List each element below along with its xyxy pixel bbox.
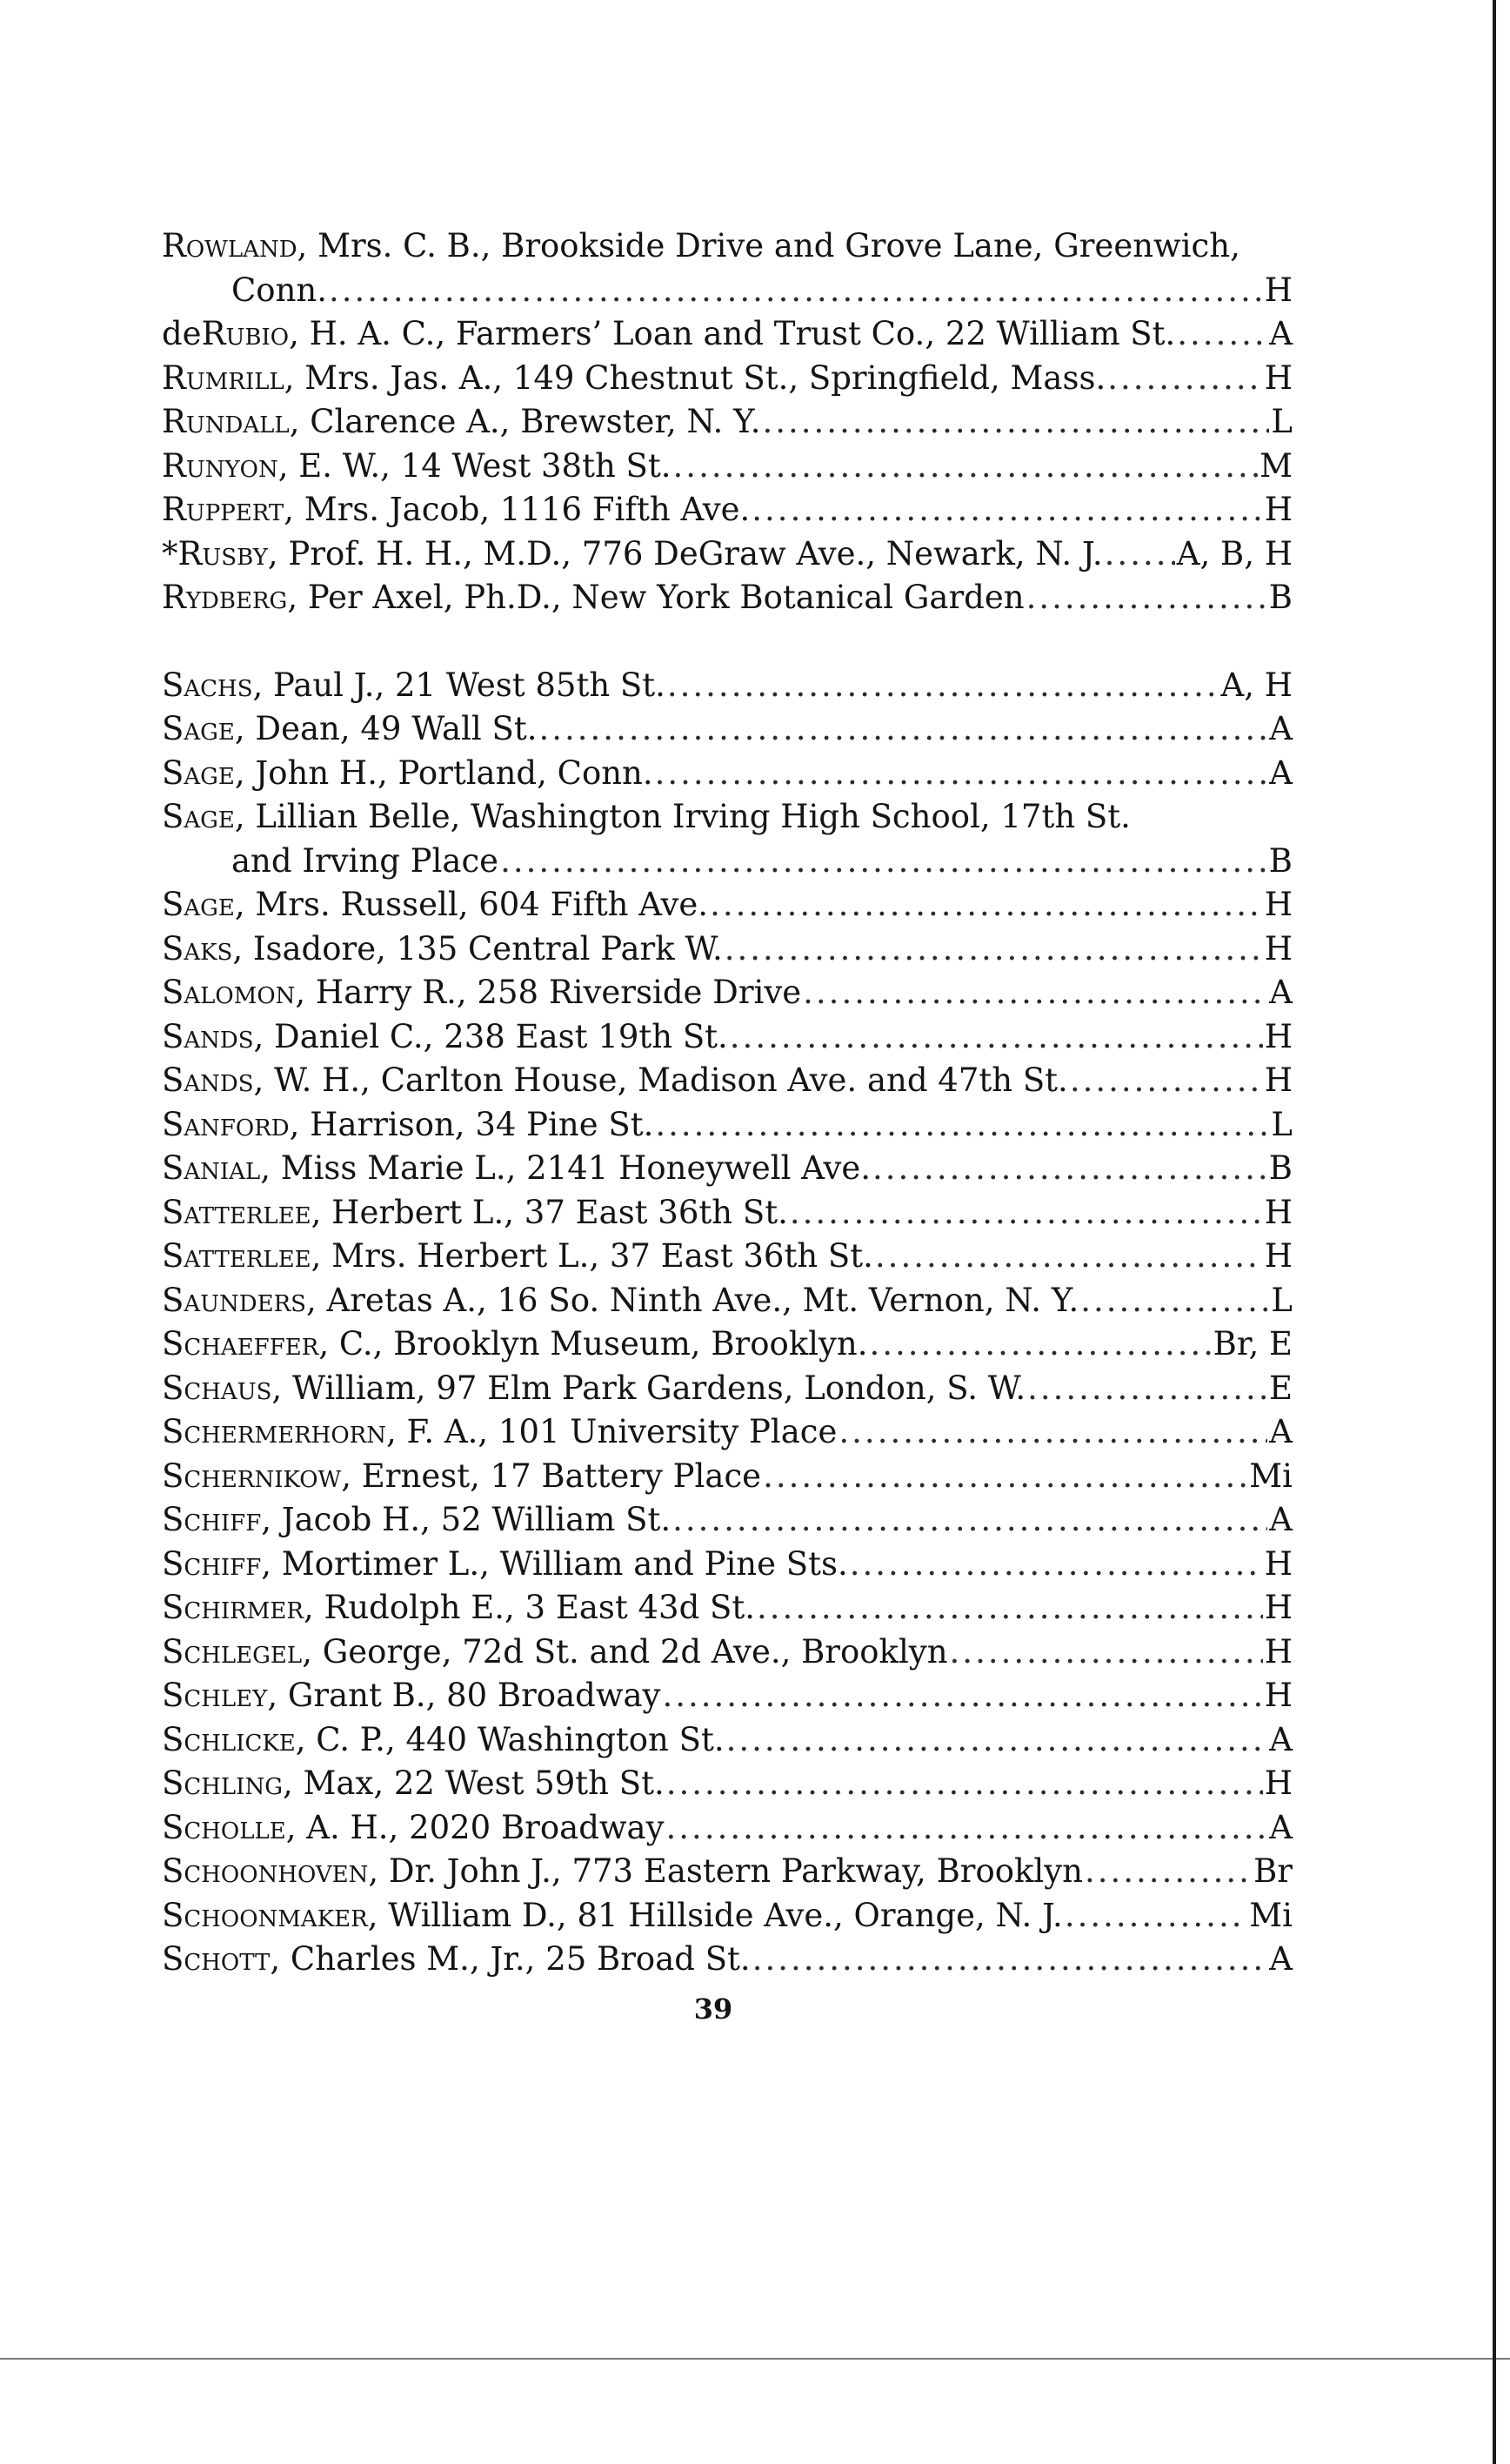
entry-line <box>162 1191 1293 1235</box>
society-code: H <box>1264 929 1293 968</box>
listing-entry <box>162 1322 1293 1367</box>
listing-entry <box>162 1630 1293 1675</box>
entry-details: , W. H., Carlton House, Madison Ave. and 47th St. <box>253 1061 1068 1099</box>
leader-dots <box>710 883 1263 927</box>
entry-continuation-line <box>162 840 1293 884</box>
entry-details: , Mrs. Herbert L., 37 East 36th St. <box>311 1237 873 1275</box>
entry-details: , Lillian Belle, Washington Irving High School, 17th St. <box>234 798 1131 835</box>
entry-surname: Saunders <box>162 1281 306 1319</box>
entry-line <box>162 488 1293 532</box>
entry-line <box>162 1850 1293 1894</box>
entry-line <box>162 1762 1293 1806</box>
entry-surname: Sands <box>162 1017 254 1055</box>
entry-surname: Schoonmaker <box>162 1896 368 1934</box>
entry-details-continued: and Irving Place <box>231 841 499 880</box>
entry-details: , John H., Portland, Conn. <box>234 753 653 792</box>
entry-surname: Sands <box>162 1061 254 1099</box>
bottom-rule <box>0 2358 1510 2360</box>
entry-details: , F. A., 101 University Place <box>385 1413 838 1450</box>
entry-line <box>162 312 1293 357</box>
society-code: H <box>1264 1589 1293 1626</box>
entry-line <box>162 1498 1293 1543</box>
listing-entry <box>162 576 1293 620</box>
society-code: A <box>1269 753 1293 792</box>
entry-surname: Schoonhoven <box>162 1852 369 1890</box>
entry-line <box>162 1410 1293 1455</box>
entry-line <box>162 400 1293 445</box>
entry-details: , Daniel C., 238 East 19th St. <box>253 1017 728 1055</box>
society-code: H <box>1264 1017 1293 1055</box>
entry-details: , Grant B., 80 Broadway <box>267 1677 661 1714</box>
entry-surname: Schlicke <box>162 1720 296 1758</box>
leader-dots <box>763 400 1270 445</box>
leader-dots <box>1107 357 1262 401</box>
leader-dots <box>1026 576 1267 620</box>
entry-line <box>162 707 1293 752</box>
leader-dots <box>500 840 1267 884</box>
leader-dots <box>839 1410 1267 1455</box>
society-code: M <box>1259 446 1293 485</box>
listing-entry <box>162 1103 1293 1148</box>
entry-details: , Mrs. Jacob, 1116 Fifth Ave. <box>284 491 751 528</box>
society-code: B <box>1268 1149 1293 1187</box>
listing-entry <box>162 445 1293 489</box>
listing-entry <box>162 400 1293 445</box>
entry-surname: Saks <box>162 929 233 968</box>
society-code: H <box>1264 1237 1293 1275</box>
entry-details: , George, 72d St. and 2d Ave., Brooklyn <box>302 1632 948 1671</box>
entry-line <box>162 664 1293 708</box>
entry-line <box>162 1938 1293 1982</box>
leader-dots <box>850 1543 1263 1587</box>
listing-entry <box>162 707 1293 752</box>
entry-line <box>162 927 1293 972</box>
entry-details: , Rudolph E., 3 East 43d St. <box>303 1589 756 1626</box>
entry-continuation-line <box>162 269 1293 313</box>
entry-surname: Rubio <box>201 315 290 352</box>
entry-surname: Schley <box>162 1677 268 1714</box>
entry-details: , C., Brooklyn Museum, Brooklyn. <box>318 1325 868 1363</box>
listing-entry <box>162 883 1293 927</box>
entry-surname: Rundall <box>162 403 290 440</box>
entry-surname: Rydberg <box>162 579 288 616</box>
entry-line <box>162 1147 1293 1191</box>
society-code: H <box>1264 1193 1293 1231</box>
entry-surname: Sage <box>162 710 235 747</box>
entry-line <box>162 1543 1293 1587</box>
leader-dots <box>1080 1279 1269 1323</box>
entry-line <box>162 445 1293 489</box>
listing-entry <box>162 1806 1293 1851</box>
listing-entry <box>162 1410 1293 1455</box>
listing-entry <box>162 1938 1293 1982</box>
society-code: A <box>1269 1413 1293 1450</box>
entry-details: , William, 97 Elm Park Gardens, London, S. W. <box>271 1369 1026 1407</box>
entry-details: , Prof. H. H., M.D., 776 DeGraw Ave., Newark, N. J. <box>267 534 1103 572</box>
listing-entry <box>162 312 1293 357</box>
leader-dots <box>1065 1894 1247 1938</box>
entry-line <box>162 1630 1293 1675</box>
entry-surname: Sanial <box>162 1149 261 1187</box>
entry-line <box>162 357 1293 401</box>
listing-entry <box>162 971 1293 1015</box>
society-code: A <box>1269 1501 1293 1538</box>
society-code: A <box>1269 315 1293 352</box>
entry-line <box>162 224 1293 269</box>
entry-surname: Salomon <box>162 974 296 1011</box>
leader-dots <box>667 664 1219 708</box>
listing-entry <box>162 1718 1293 1763</box>
leader-dots <box>1085 1850 1252 1894</box>
leader-dots <box>655 752 1268 796</box>
listing-entry <box>162 1674 1293 1718</box>
listing-entry <box>162 1762 1293 1806</box>
entry-surname: Sanford <box>162 1105 290 1143</box>
listing-entry <box>162 752 1293 796</box>
leader-dots <box>726 1718 1268 1763</box>
leader-dots <box>655 1103 1269 1148</box>
listing-entry <box>162 1850 1293 1894</box>
entry-surname: Rusby <box>177 534 268 572</box>
entry-line <box>162 1103 1293 1148</box>
listing-entry <box>162 1059 1293 1103</box>
leader-dots <box>1177 312 1267 357</box>
entry-line <box>162 1059 1293 1103</box>
entry-surname: Ruppert <box>162 491 284 528</box>
entry-details: , Clarence A., Brewster, N. Y. <box>289 403 761 440</box>
entry-details: , Isadore, 135 Central Park W. <box>232 929 723 968</box>
entry-details: , Paul J., 21 West 85th St. <box>252 666 665 704</box>
society-code: L <box>1271 403 1293 440</box>
entry-line <box>162 1455 1293 1499</box>
leader-dots <box>1105 532 1175 577</box>
society-code: H <box>1264 1544 1293 1583</box>
society-code: A, H <box>1220 666 1293 704</box>
listing-entry <box>162 1279 1293 1323</box>
society-code: H <box>1264 271 1293 309</box>
member-listing <box>162 224 1293 1982</box>
society-code: Br <box>1253 1852 1293 1890</box>
entry-details: , Per Axel, Ph.D., New York Botanical Garden <box>287 579 1025 616</box>
leader-dots <box>872 1147 1267 1191</box>
listing-entry <box>162 532 1293 577</box>
society-code: A <box>1269 1940 1293 1978</box>
listing-entry <box>162 488 1293 532</box>
entry-details: , Mrs. C. B., Brookside Drive and Grove Lane, Greenwich, <box>297 227 1240 264</box>
listing-entry <box>162 1015 1293 1060</box>
entry-details: , Dean, 49 Wall St. <box>234 710 538 747</box>
entry-prefix: * <box>162 534 178 572</box>
entry-line <box>162 532 1293 577</box>
society-code: H <box>1264 491 1293 528</box>
entry-surname: Sage <box>162 753 235 792</box>
leader-dots <box>666 1806 1268 1851</box>
listing-entry <box>162 1498 1293 1543</box>
entry-line <box>162 795 1293 840</box>
entry-surname: Sage <box>162 886 235 923</box>
entry-details: , Miss Marie L., 2141 Honeywell Ave. <box>260 1149 872 1187</box>
entry-details: , H. A. C., Farmers’ Loan and Trust Co., 22 William St. <box>289 315 1176 352</box>
entry-details: , Ernest, 17 Battery Place <box>341 1456 762 1495</box>
entry-surname: Schaeffer <box>162 1325 319 1363</box>
society-code: A <box>1269 710 1293 747</box>
page-number: 39 <box>693 1992 733 2025</box>
entry-surname: Schernikow <box>162 1456 342 1495</box>
entry-line <box>162 752 1293 796</box>
society-code: A <box>1269 1808 1293 1846</box>
listing-entry <box>162 1367 1293 1411</box>
entry-surname: Rumrill <box>162 358 284 397</box>
entry-details: , Max, 22 West 59th St. <box>282 1764 665 1802</box>
society-code: B <box>1268 579 1293 616</box>
entry-line <box>162 576 1293 620</box>
society-code: A, B, H <box>1176 534 1293 572</box>
entry-surname: Schiff <box>162 1544 262 1583</box>
society-code: A <box>1269 974 1293 1011</box>
entry-line <box>162 1367 1293 1411</box>
leader-dots <box>757 1586 1263 1630</box>
entry-surname: Schott <box>162 1940 271 1978</box>
entry-surname: Schaus <box>162 1369 272 1407</box>
page-edge-line <box>1493 0 1496 2464</box>
society-code: H <box>1264 1764 1293 1802</box>
entry-prefix: de <box>162 315 202 352</box>
entry-details: , Herbert L., 37 East 36th St. <box>311 1193 788 1231</box>
listing-entry <box>162 927 1293 972</box>
leader-dots <box>752 1938 1268 1982</box>
leader-dots <box>763 1455 1247 1499</box>
society-code: H <box>1264 1632 1293 1671</box>
entry-line <box>162 1718 1293 1763</box>
society-code: H <box>1264 1677 1293 1714</box>
leader-dots <box>950 1630 1263 1675</box>
society-code: B <box>1268 841 1293 880</box>
society-code: H <box>1264 358 1293 397</box>
entry-line <box>162 1806 1293 1851</box>
entry-details: , Jacob H., 52 William St. <box>261 1501 671 1538</box>
society-code: L <box>1271 1105 1293 1143</box>
society-code: E <box>1268 1369 1293 1407</box>
leader-dots <box>752 488 1262 532</box>
listing-entry <box>162 795 1293 883</box>
entry-surname: Scholle <box>162 1808 286 1846</box>
leader-dots <box>1027 1367 1267 1411</box>
listing-entry <box>162 1235 1293 1279</box>
leader-dots <box>803 971 1267 1015</box>
entry-line <box>162 1322 1293 1367</box>
listing-entry <box>162 357 1293 401</box>
entry-details-continued: Conn. <box>231 271 328 309</box>
society-code: H <box>1264 1061 1293 1099</box>
entry-details: , E. W., 14 West 38th St. <box>277 446 671 485</box>
entry-line <box>162 1894 1293 1938</box>
entry-details: , Mrs. Russell, 604 Fifth Ave. <box>234 886 709 923</box>
entry-details: , Charles M., Jr., 25 Broad St. <box>270 1940 751 1978</box>
listing-entry <box>162 1455 1293 1499</box>
leader-dots <box>875 1235 1263 1279</box>
listing-entry <box>162 224 1293 312</box>
leader-dots <box>672 1498 1267 1543</box>
entry-surname: Schermerhorn <box>162 1413 386 1450</box>
leader-dots <box>730 1015 1263 1060</box>
entry-surname: Schlegel <box>162 1632 303 1671</box>
listing-entry <box>162 1147 1293 1191</box>
listing-entry <box>162 1543 1293 1587</box>
leader-dots <box>1070 1059 1263 1103</box>
leader-dots <box>329 269 1263 313</box>
entry-details: , William D., 81 Hillside Ave., Orange, N. J. <box>367 1896 1063 1934</box>
entry-details: , Dr. John J., 773 Eastern Parkway, Brooklyn <box>368 1852 1083 1890</box>
entry-line <box>162 883 1293 927</box>
entry-surname: Sage <box>162 798 235 835</box>
entry-surname: Schling <box>162 1764 283 1802</box>
entry-surname: Schiff <box>162 1501 262 1538</box>
leader-dots <box>870 1322 1212 1367</box>
leader-dots <box>725 927 1263 972</box>
section-gap <box>162 620 1293 664</box>
entry-details: , Harrison, 34 Pine St. <box>289 1105 654 1143</box>
entry-line <box>162 1235 1293 1279</box>
entry-details: , Aretas A., 16 So. Ninth Ave., Mt. Vernon, N. Y. <box>306 1281 1079 1319</box>
listing-entry <box>162 1894 1293 1938</box>
society-code: Mi <box>1249 1896 1293 1934</box>
society-code: Mi <box>1249 1456 1293 1495</box>
entry-surname: Schirmer <box>162 1589 304 1626</box>
society-code: L <box>1271 1281 1293 1319</box>
leader-dots <box>662 1674 1262 1718</box>
entry-details: , Mortimer L., William and Pine Sts. <box>261 1544 848 1583</box>
entry-surname: Satterlee <box>162 1193 311 1231</box>
society-code: H <box>1264 886 1293 923</box>
leader-dots <box>673 445 1259 489</box>
entry-surname: Rowland <box>162 227 297 264</box>
entry-line <box>162 1279 1293 1323</box>
society-code: A <box>1269 1720 1293 1758</box>
listing-entry <box>162 1586 1293 1630</box>
leader-dots <box>790 1191 1263 1235</box>
entry-line <box>162 971 1293 1015</box>
entry-surname: Runyon <box>162 446 278 485</box>
entry-line <box>162 1586 1293 1630</box>
leader-dots <box>539 707 1268 752</box>
leader-dots <box>666 1762 1263 1806</box>
society-code: Br, E <box>1213 1325 1293 1363</box>
listing-entry <box>162 664 1293 708</box>
listing-entry <box>162 1191 1293 1235</box>
entry-details: , A. H., 2020 Broadway <box>285 1808 665 1846</box>
entry-details: , Mrs. Jas. A., 149 Chestnut St., Springfield, Mass. <box>284 358 1106 397</box>
entry-line <box>162 1015 1293 1060</box>
entry-surname: Sachs <box>162 666 253 704</box>
entry-surname: Satterlee <box>162 1237 311 1275</box>
entry-details: , Harry R., 258 Riverside Drive <box>295 974 802 1011</box>
entry-details: , C. P., 440 Washington St. <box>295 1720 725 1758</box>
entry-line <box>162 1674 1293 1718</box>
